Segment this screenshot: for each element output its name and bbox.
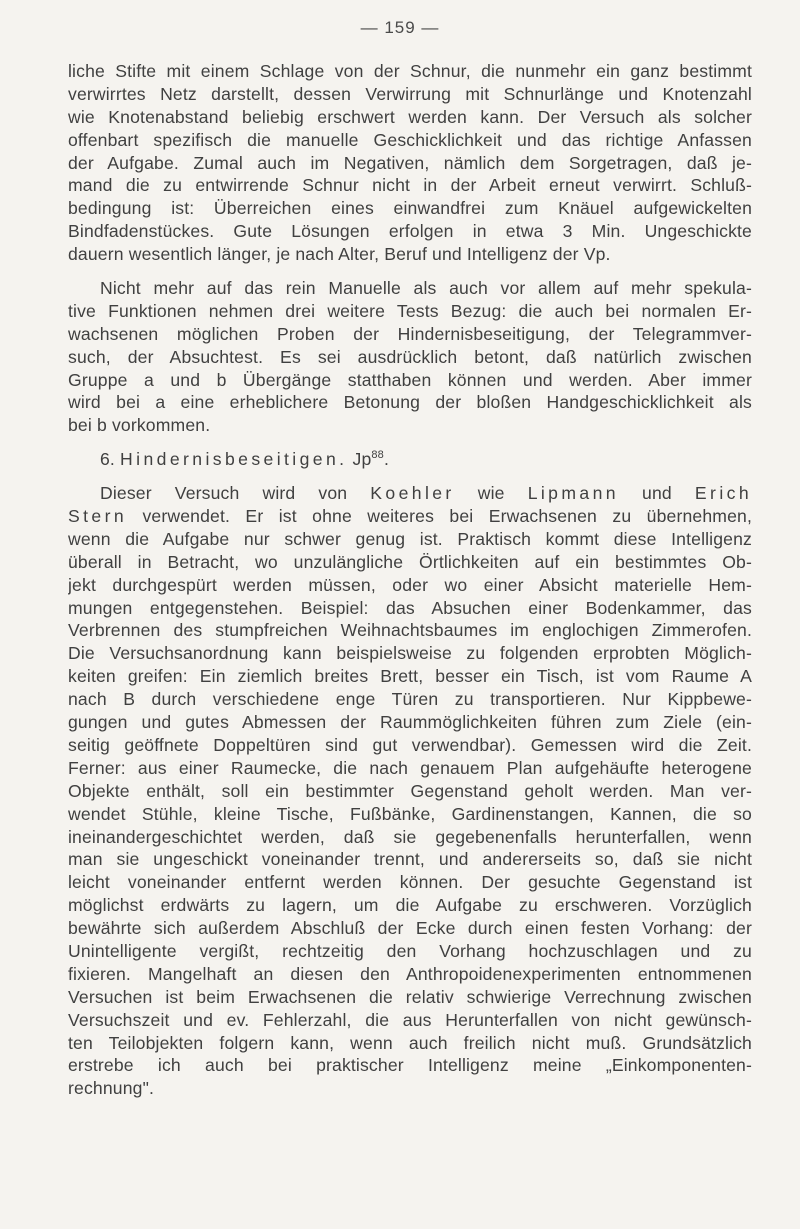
text-line: bewährte sich außerdem Abschluß der Ecke durch einen festen Vorhang: der: [68, 918, 752, 939]
paragraph-1: [68, 60, 752, 266]
text-line: bei b vorkommen.: [68, 415, 211, 436]
text-line: Nicht mehr auf das rein Manuelle als auch vor allem auf mehr spekula-: [100, 278, 752, 299]
text-line: nach B durch verschiedene enge Türen zu transportieren. Nur Kippbewe-: [68, 689, 752, 710]
author-name: Lipmann: [527, 483, 619, 504]
text-line: offenbart spezifisch die manuelle Geschicklichkeit und das richtige Anfassen: [68, 129, 752, 150]
text-line: wenn die Aufgabe nur schwer genug ist. Praktisch kommt diese Intelligenz: [68, 528, 752, 549]
author-name: Koehler: [370, 483, 455, 504]
text-line: wachsenen möglichen Proben der Hindernisbeseitigung, der Telegrammver-: [68, 323, 752, 344]
text-line: möglichst erdwärts zu lagern, um die Aufgabe zu erschweren. Vorzüglich: [68, 895, 752, 916]
text-line: ten Teilobjekten folgern kann, wenn auch freilich nicht muß. Grundsätzlich: [68, 1032, 752, 1053]
text-line: mungen entgegenstehen. Beispiel: das Absuchen einer Bodenkammer, das: [68, 597, 752, 618]
section-ref: [353, 449, 389, 469]
section-heading: [68, 448, 752, 471]
text-line: Versuchen ist beim Erwachsenen die relativ schwierige Verrechnung zwischen: [68, 986, 752, 1007]
text-line: such, der Absuchtest. Es sei ausdrücklich betont, daß natürlich zwischen: [68, 346, 752, 367]
section-ref-end: .: [383, 449, 389, 470]
text-line: wie Knotenabstand beliebig erschwert werden kann. Der Versuch als solcher: [68, 106, 752, 127]
section-ref-sup: 88: [371, 449, 384, 462]
body-text: [68, 60, 752, 1100]
text-line: gungen und gutes Abmessen der Raummöglichkeiten führen zum Ziele (ein-: [68, 712, 752, 733]
text-line: Objekte enthält, soll ein bestimmter Gegenstand geholt werden. Man ver-: [68, 780, 752, 801]
text-line: Bindfadenstückes. Gute Lösungen erfolgen in etwa 3 Min. Ungeschickte: [68, 221, 752, 242]
text-fragment: und: [642, 483, 672, 504]
text-line: man sie ungeschickt voneinander trennt, und andererseits so, daß sie nicht: [68, 849, 752, 870]
text-line: der Aufgabe. Zumal auch im Negativen, nämlich dem Sorgetragen, daß je-: [68, 152, 752, 173]
text-fragment: wie: [477, 483, 505, 504]
text-line: wendet Stühle, kleine Tische, Fußbänke, Gardinenstangen, Kannen, die so: [68, 803, 752, 824]
author-name: Stern: [68, 506, 128, 527]
text-line: Unintelligente vergißt, rechtzeitig den Vorhang hochzuschlagen und zu: [68, 940, 752, 961]
text-line: leicht voneinander entfernt werden können. Der gesuchte Gegenstand ist: [68, 872, 752, 893]
section-title: Hindernisbeseitigen.: [120, 449, 348, 470]
text-line: [68, 482, 752, 505]
text-line: liche Stifte mit einem Schlage von der Schnur, die nunmehr ein ganz bestimmt: [68, 61, 752, 81]
section-ref-label: Jp: [352, 449, 372, 470]
page-number-header: — 159 —: [360, 18, 440, 37]
text-line: Gruppe a und b Übergänge statthaben können und werden. Aber immer: [68, 369, 752, 390]
text-line: mand die zu entwirrende Schnur nicht in der Arbeit erneut verwirrt. Schluß-: [68, 175, 752, 196]
text-line: Verbrennen des stumpfreichen Weihnachtsbaumes im englochigen Zimmerofen.: [68, 620, 752, 641]
text-line: [68, 505, 752, 528]
section-number: 6.: [100, 449, 115, 470]
text-line: Versuchszeit und ev. Fehlerzahl, die aus Herunterfallen von nicht gewünsch-: [68, 1009, 752, 1030]
text-line: dauern wesentlich länger, je nach Alter, Beruf und Intelligenz der Vp.: [68, 244, 611, 265]
text-line: jekt durchgespürt werden müssen, oder wo einer Absicht materielle Hem-: [68, 574, 752, 595]
text-line: bedingung ist: Überreichen eines einwandfrei zum Knäuel aufgewickelten: [68, 198, 752, 219]
text-fragment: verwendet. Er ist ohne weiteres bei Erwachsenen zu übernehmen,: [142, 506, 752, 527]
text-line: seitig geöffnete Doppeltüren sind gut verwendbar). Gemessen wird die Zeit.: [68, 734, 752, 755]
paragraph-3: [68, 482, 752, 1100]
text-line: keiten greifen: Ein ziemlich breites Brett, besser ein Tisch, ist vom Raume A: [68, 666, 752, 687]
author-name: Erich: [694, 483, 752, 504]
text-line: tive Funktionen nehmen drei weitere Tests Bezug: die auch bei normalen Er-: [68, 300, 752, 321]
text-line: rechnung".: [68, 1078, 154, 1099]
text-line: fixieren. Mangelhaft an diesen den Anthropoidenexperimenten entnommenen: [68, 963, 752, 984]
text-fragment: Dieser Versuch wird von: [100, 483, 348, 504]
text-line: verwirrtes Netz darstellt, dessen Verwirrung mit Schnurlänge und Knotenzahl: [68, 83, 752, 104]
text-line: ineinandergeschichtet werden, daß sie gegebenenfalls herunterfallen, wenn: [68, 826, 752, 847]
text-line: überall in Betracht, wo unzulängliche Örtlichkeiten auf ein bestimmtes Ob-: [68, 551, 752, 572]
paragraph-2: [68, 277, 752, 437]
text-line: wird bei a eine erheblichere Betonung der bloßen Handgeschicklichkeit als: [68, 392, 752, 413]
text-line: erstrebe ich auch bei praktischer Intelligenz meine „Einkomponenten-: [68, 1055, 752, 1076]
text-line: Ferner: aus einer Raumecke, die nach genauem Plan aufgehäufte heterogene: [68, 757, 752, 778]
text-line: Die Versuchsanordnung kann beispielsweise zu folgenden erprobten Möglich-: [68, 643, 752, 664]
